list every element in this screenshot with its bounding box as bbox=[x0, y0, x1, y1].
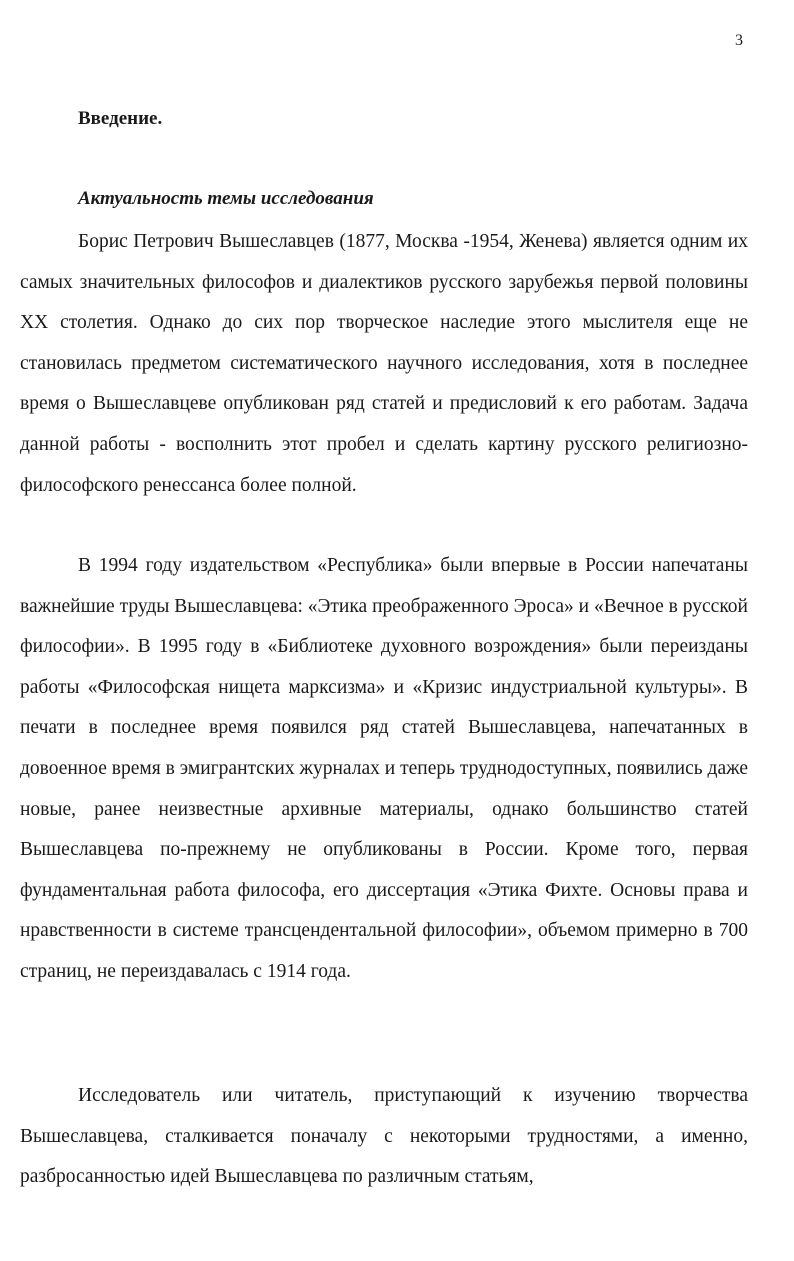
body-paragraph-3 bbox=[20, 1076, 748, 1198]
paragraph-text: Исследователь или читатель, приступающий к изучению творчества Вышеславцева, сталкивается поначалу с некоторыми трудностями, а именно, разбросанностью идей Вышеславцева по различным статьям, bbox=[20, 1085, 748, 1188]
body-paragraph-1 bbox=[20, 222, 748, 506]
paragraph-text: Борис Петрович Вышеславцев (1877, Москва -1954, Женева) является одним их самых значительных философов и диалектиков русского зарубежья первой половины XX столетия. Однако до сих пор творческое наследие этого мыслителя еще не становилась предметом систематического научного исследования, хотя в последнее время о Вышеславцеве опубликован ряд статей и предисловий к его работам. Задача данной работы - восполнить этот пробел и сделать картину русского религиозно-философского ренессанса более полной. bbox=[20, 231, 748, 496]
section-heading: Введение. bbox=[78, 108, 163, 129]
page-number: 3 bbox=[735, 32, 743, 49]
body-paragraph-2 bbox=[20, 546, 748, 993]
section-subheading: Актуальность темы исследования bbox=[78, 188, 374, 209]
paragraph-text: В 1994 году издательством «Республика» были впервые в России напечатаны важнейшие труды Вышеславцева: «Этика преображенного Эроса» и «Вечное в русской философии». В 1995 году в «Библиотеке духовного возрождения» были переизданы работы «Философская нищета марксизма» и «Кризис индустриальной культуры». В печати в последнее время появился ряд статей Вышеславцева, напечатанных в довоенное время в эмигрантских журналах и теперь труднодоступных, появились даже новые, ранее неизвестные архивные материалы, однако большинство статей Вышеславцева по-прежнему не опубликованы в России. Кроме того, первая фундаментальная работа философа, его диссертация «Этика Фихте. Основы права и нравственности в системе трансцендентальной философии», объемом примерно в 700 страниц, не переиздавалась с 1914 года. bbox=[20, 555, 748, 982]
